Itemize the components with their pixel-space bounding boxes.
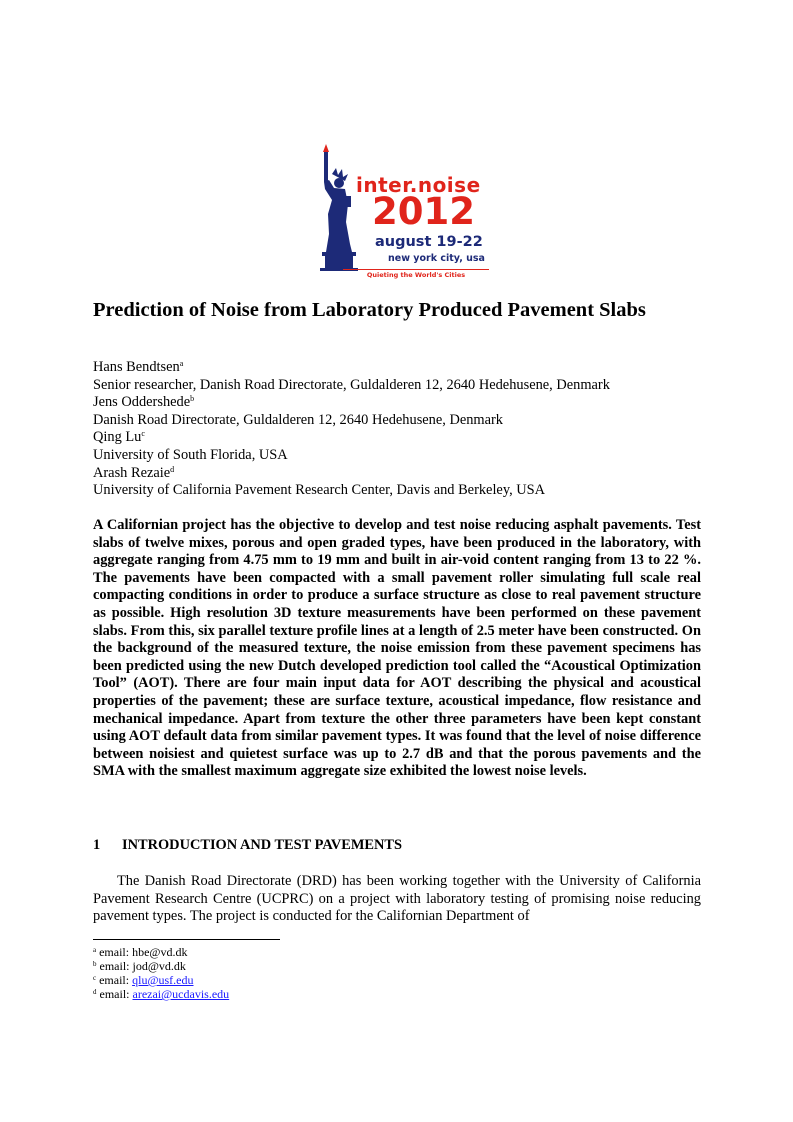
logo-dates: august 19-22 <box>375 234 483 250</box>
section-heading <box>93 836 701 854</box>
body-paragraph: The Danish Road Directorate (DRD) has been working together with the University of California Pavement Research Centre (UCPRC) on a project with laboratory testing of promising noise reducing pavement types. The project is conducted for the Californian Department of <box>93 873 701 925</box>
section-number: 1 <box>93 837 101 853</box>
footnote: $^c$ email: qlu@usf.edu <box>93 973 194 987</box>
footnote: $^b$ email: jod@vd.dk <box>93 959 186 973</box>
email-link[interactable]: arezai@ucdavis.edu <box>132 987 230 1001</box>
email-text: hbe@vd.dk <box>132 945 188 959</box>
author-name: Arash Rezaie$^d$ <box>93 464 175 481</box>
logo-year: 2012 <box>372 190 475 233</box>
email-link[interactable]: qlu@usf.edu <box>132 973 194 987</box>
section-title: INTRODUCTION AND TEST PAVEMENTS <box>122 837 403 853</box>
paper-title: Prediction of Noise from Laboratory Produced Pavement Slabs <box>93 299 646 321</box>
abstract: A Californian project has the objective to develop and test noise reducing asphalt pavements. Test slabs of twelve mixes, porous and open graded types, have been produced in the laboratory, with aggregate ranging from 4.75 mm to 19 mm and built in air-void content ranging from 13 to 22 %. The pavements have been compacted with a small pavement roller simulating full scale real compacting conditions in order to produce a surface structure as close to real pavement structure as possible. High resolution 3D texture measurements have been performed on these pavement slabs. From this, six parallel texture profile lines at a length of 2.5 meter have been constructed. On the background of the measured texture, the noise emission from these pavement specimens has been predicted using the new Dutch developed prediction tool called the “Acoustical Optimization Tool” (AOT). There are four main input data for AOT describing the physical and acoustical properties of the pavement; these are surface texture, acoustical impedance, flow resistance and mechanical impedance. Apart from texture the other three parameters have been kept constant using AOT default data from similar pavement types. It was found that the level of noise difference between noisiest and quietest surface was up to 2.7 dB and that the porous pavements and the SMA with the smallest maximum aggregate size exhibited the lowest noise levels. <box>93 517 701 780</box>
footnote-mark: a <box>179 359 184 368</box>
logo-tagline: Quieting the World's Cities <box>343 269 489 279</box>
author-affiliation: University of California Pavement Research Center, Davis and Berkeley, USA <box>93 482 546 499</box>
author-list <box>93 359 713 500</box>
footnote-divider <box>93 939 280 940</box>
logo-location: new york city, usa <box>388 253 485 264</box>
footnote: $^a$ email: hbe@vd.dk <box>93 945 188 959</box>
footnote-mark: d <box>170 464 175 474</box>
logo-brand: inter.noise <box>356 173 481 197</box>
author-affiliation: University of South Florida, USA <box>93 446 288 463</box>
footnote: $^d$ email: arezai@ucdavis.edu <box>93 987 230 1001</box>
author-name: Qing Lu$^c$ <box>93 429 145 446</box>
conference-logo <box>312 144 492 282</box>
author-affiliation: Danish Road Directorate, Guldalderen 12, 2640 Hedehusene, Denmark <box>93 411 503 428</box>
footnotes <box>93 945 229 1001</box>
email-text: jod@vd.dk <box>132 959 186 973</box>
footnote-mark: c <box>141 429 145 439</box>
author-name: Hans Bendtsen$^a$ <box>93 359 184 375</box>
author-name: Jens Oddershede$^b$ <box>93 394 195 411</box>
author-affiliation: Senior researcher, Danish Road Directorate, Guldalderen 12, 2640 Hedehusene, Denmark <box>93 376 610 393</box>
footnote-mark: b <box>190 394 195 404</box>
